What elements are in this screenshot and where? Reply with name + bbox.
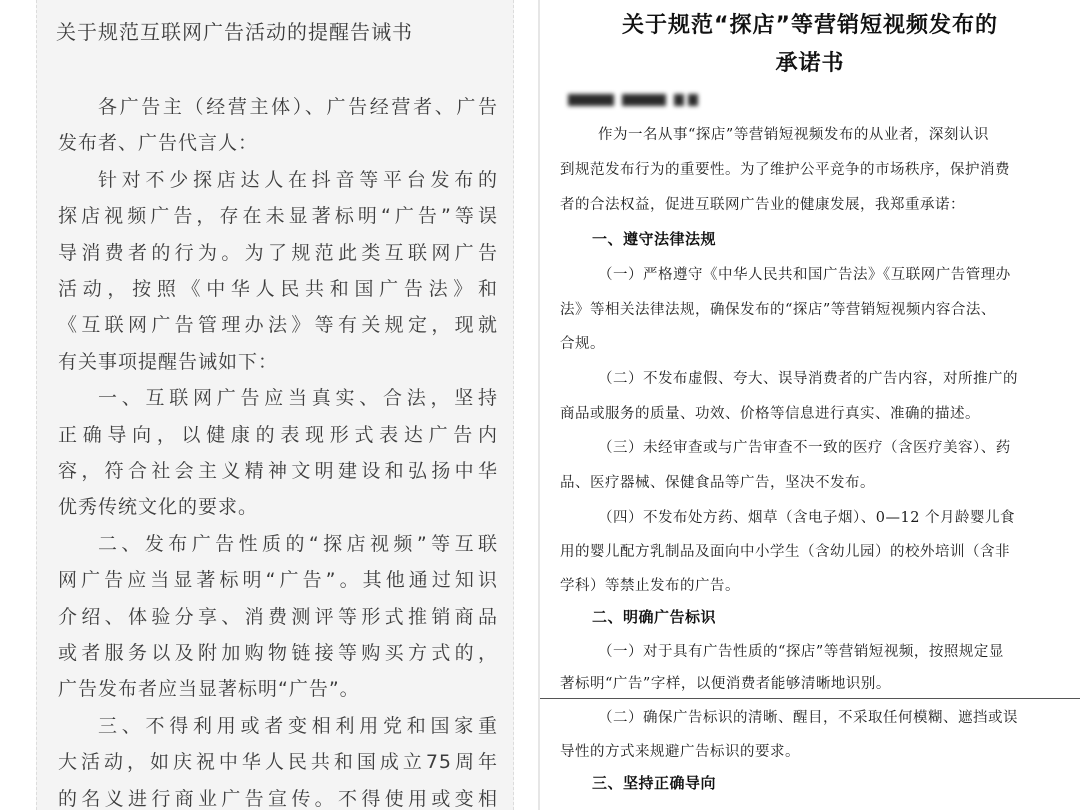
right-document-title-line1: 关于规范“探店”等营销短视频发布的 bbox=[622, 13, 998, 38]
right-paragraph-line: （二）确保广告标识的清晰、醒目，不采取任何模糊、遮挡或误 bbox=[598, 710, 1018, 726]
right-paragraph-line: 者的合法权益，促进互联网广告业的健康发展，我郑重承诺： bbox=[560, 197, 965, 213]
left-paragraph-line: 或者服务以及附加购物链接等购买方式的， bbox=[58, 642, 498, 664]
right-section-heading: 二、明确广告标识 bbox=[592, 608, 717, 626]
left-paragraph-line: 的名义进行商业广告宣传。不得使用或变相 bbox=[58, 787, 498, 810]
right-document-title-line2: 承诺书 bbox=[775, 51, 845, 76]
redacted-name-block bbox=[568, 94, 614, 106]
left-paragraph-line: 探店视频广告，存在未显著标明“广告”等误 bbox=[58, 205, 498, 228]
left-paragraph-line: 优秀传统文化的要求。 bbox=[58, 496, 259, 519]
right-paragraph-line: 商品或服务的质量、功效、价格等信息进行真实、准确的描述。 bbox=[560, 406, 980, 422]
right-paragraph-line: 学科）等禁止发布的广告。 bbox=[560, 578, 740, 594]
right-paragraph-line: 作为一名从事“探店”等营销短视频发布的从业者，深刻认识 bbox=[598, 127, 989, 143]
right-paragraph-line: 品、医疗器械、保健食品等广告，坚决不发布。 bbox=[560, 475, 875, 491]
right-paragraph-line: （三）未经审查或与广告审查不一致的医疗（含医疗美容）、药 bbox=[598, 440, 1011, 456]
right-paragraph-line: 导性的方式来规避广告标识的要求。 bbox=[560, 744, 800, 760]
left-paragraph-line: 容，符合社会主义精神文明建设和弘扬中华 bbox=[58, 460, 498, 482]
left-paragraph-line: 一、互联网广告应当真实、合法，坚持 bbox=[98, 387, 498, 410]
redacted-name-block bbox=[688, 94, 698, 106]
left-paragraph-line: 大活动，如庆祝中华人民共和国成立75周年 bbox=[58, 751, 498, 774]
left-paragraph-line: 针对不少探店达人在抖音等平台发布的 bbox=[98, 168, 498, 191]
right-paragraph-line: 到规范发布行为的重要性。为了维护公平竞争的市场秩序，保护消费 bbox=[560, 162, 1010, 178]
left-paragraph-line: 有关事项提醒告诫如下： bbox=[58, 350, 279, 373]
left-paragraph-line: 《互联网广告管理办法》等有关规定，现就 bbox=[58, 314, 498, 337]
left-document-title: 关于规范互联网广告活动的提醒告诫书 bbox=[56, 20, 413, 44]
left-paragraph-line: 介绍、体验分享、消费测评等形式推销商品 bbox=[58, 605, 498, 628]
redacted-name-block bbox=[622, 94, 666, 106]
left-paragraph-line: 发布者、广告代言人： bbox=[58, 132, 259, 155]
right-paragraph-line: （一）对于具有广告性质的“探店”等营销短视频，按照规定显 bbox=[598, 644, 1004, 660]
left-paragraph-line: 活动，按照《中华人民共和国广告法》和 bbox=[58, 278, 498, 300]
right-section-heading: 三、坚持正确导向 bbox=[592, 774, 717, 792]
left-paragraph-line: 网广告应当显著标明“广告”。其他通过知识 bbox=[58, 569, 498, 592]
right-paragraph-line: 用的婴儿配方乳制品及面向中小学生（含幼儿园）的校外培训（含非 bbox=[560, 544, 1010, 560]
left-paragraph-line: 各广告主（经营主体）、广告经营者、广告 bbox=[98, 96, 498, 118]
right-paragraph-line: 合规。 bbox=[560, 336, 605, 352]
left-paragraph-line: 二、发布广告性质的“探店视频”等互联 bbox=[98, 532, 498, 555]
left-paragraph-line: 广告发布者应当显著标明“广告”。 bbox=[58, 678, 360, 701]
redacted-name-block bbox=[674, 94, 684, 106]
scan-artifact-line bbox=[540, 698, 1080, 699]
right-section-heading: 一、遵守法律法规 bbox=[592, 230, 717, 248]
right-paragraph-line: （二）不发布虚假、夸大、误导消费者的广告内容，对所推广的 bbox=[598, 371, 1018, 387]
right-paragraph-line: 著标明“广告”字样，以便消费者能够清晰地识别。 bbox=[560, 676, 891, 692]
left-paragraph-line: 三、不得利用或者变相利用党和国家重 bbox=[98, 714, 498, 737]
right-paragraph-line: 法》等相关法律法规，确保发布的“探店”等营销短视频内容合法、 bbox=[560, 302, 996, 318]
right-paragraph-line: （四）不发布处方药、烟草（含电子烟）、0—12 个月龄婴儿食 bbox=[598, 510, 1016, 526]
right-paragraph-line: （一）严格遵守《中华人民共和国广告法》《互联网广告管理办 bbox=[598, 267, 1011, 283]
left-paragraph-line: 正确导向，以健康的表现形式表达广告内 bbox=[58, 423, 498, 446]
left-paragraph-line: 导消费者的行为。为了规范此类互联网广告 bbox=[58, 241, 498, 264]
